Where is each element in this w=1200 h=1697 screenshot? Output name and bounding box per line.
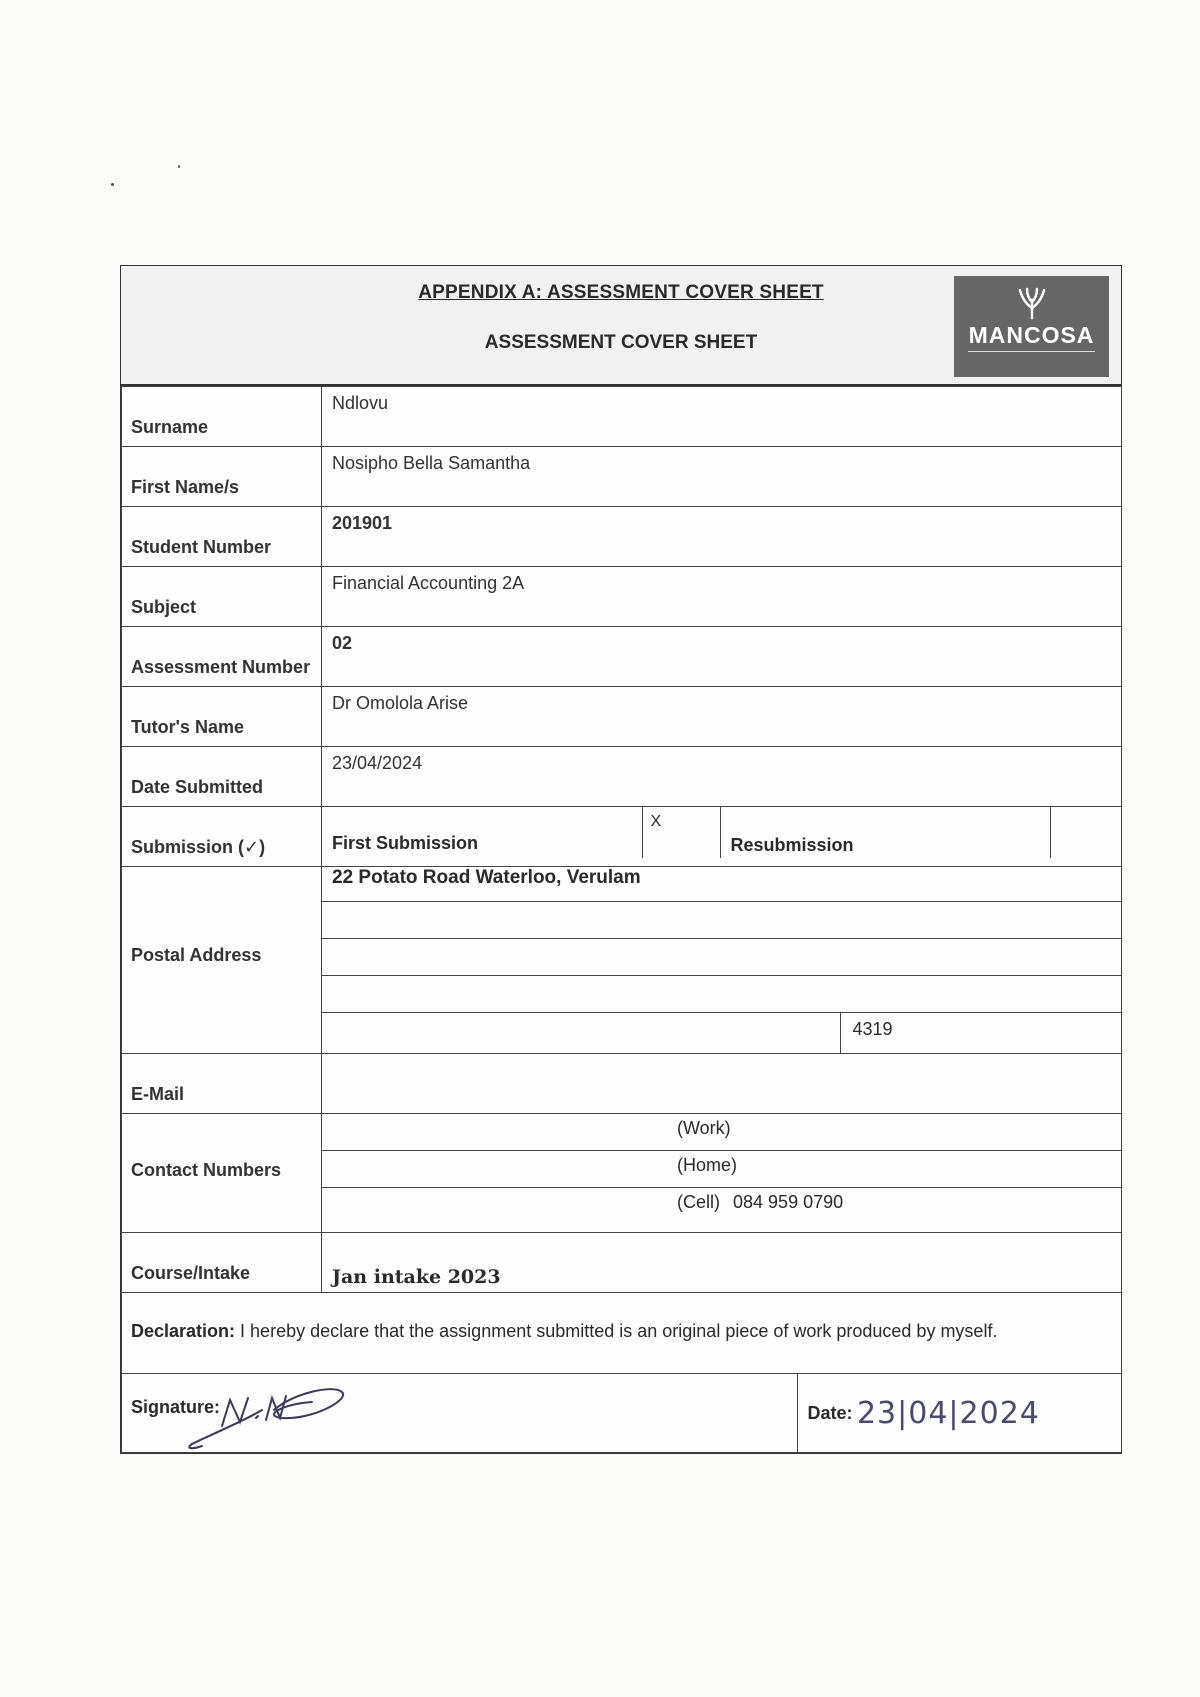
- first-names-label: First Name/s: [122, 447, 322, 507]
- cell-number-row: [677, 1188, 1122, 1233]
- postal-line-4: [322, 976, 1122, 1013]
- scan-speck: [178, 165, 180, 168]
- date-submitted-value: 23/04/2024: [322, 747, 1122, 807]
- cell-number-value: 084 959 0790: [733, 1192, 844, 1212]
- email-value: [322, 1054, 1122, 1114]
- resubmission-label: Resubmission: [720, 807, 1050, 858]
- email-label: E-Mail: [122, 1054, 322, 1114]
- submission-options: [322, 807, 1122, 867]
- postal-line-2: [322, 902, 1122, 939]
- details-table: [121, 386, 1122, 1453]
- date-label: Date:: [807, 1402, 853, 1423]
- contact-numbers-block: [322, 1114, 1122, 1233]
- surname-label: Surname: [122, 387, 322, 447]
- logo-wordmark: MANCOSA: [968, 322, 1095, 348]
- course-intake-value: Jan intake 2023: [322, 1233, 1122, 1293]
- postal-line-5: [322, 1013, 840, 1054]
- submission-label: Submission (✓): [122, 807, 322, 867]
- cover-sheet: [120, 265, 1122, 1454]
- date-submitted-label: Date Submitted: [122, 747, 322, 807]
- student-number-value: 201901: [322, 507, 1122, 567]
- mancosa-logo: [954, 276, 1109, 377]
- course-intake-label: Course/Intake: [122, 1233, 322, 1293]
- logo-tagline: [968, 351, 1095, 360]
- declaration-row: [122, 1293, 1122, 1374]
- first-names-value: Nosipho Bella Samantha: [322, 447, 1122, 507]
- scan-speck: [111, 183, 114, 186]
- surname-value: Ndlovu: [322, 387, 1122, 447]
- work-number-label: (Work): [677, 1114, 1122, 1151]
- assessment-number-value: 02: [322, 627, 1122, 687]
- postal-line-1: 22 Potato Road Waterloo, Verulam: [322, 867, 1122, 902]
- postal-address-block: [322, 867, 1122, 1054]
- first-submission-label: First Submission: [322, 807, 642, 858]
- resubmission-checkbox[interactable]: [1050, 807, 1122, 858]
- signature-cell: [122, 1374, 797, 1452]
- signature-label: Signature:: [131, 1396, 221, 1417]
- home-number-label: (Home): [677, 1151, 1122, 1188]
- subject-value: Financial Accounting 2A: [322, 567, 1122, 627]
- tutor-value: Dr Omolola Arise: [322, 687, 1122, 747]
- postal-line-3: [322, 939, 1122, 976]
- cell-number-label: (Cell): [677, 1192, 720, 1212]
- postal-address-label: Postal Address: [122, 867, 322, 1054]
- signature-row: [122, 1374, 1122, 1453]
- declaration-label: Declaration:: [131, 1320, 236, 1341]
- logo-mark-icon: [954, 286, 1109, 320]
- sheet-title: ASSESSMENT COVER SHEET: [484, 332, 758, 353]
- handwritten-signature-icon: [182, 1374, 382, 1454]
- date-cell: [797, 1374, 1122, 1452]
- tutor-label: Tutor's Name: [122, 687, 322, 747]
- contact-numbers-label: Contact Numbers: [122, 1114, 322, 1233]
- sheet-header: [121, 266, 1121, 386]
- postal-code-value: 4319: [852, 1019, 893, 1039]
- assessment-number-label: Assessment Number: [122, 627, 322, 687]
- handwritten-date: 23|04|2024: [856, 1395, 1040, 1431]
- subject-label: Subject: [122, 567, 322, 627]
- declaration-text: I hereby declare that the assignment submitted is an original piece of work produced by myself.: [240, 1320, 998, 1341]
- student-number-label: Student Number: [122, 507, 322, 567]
- appendix-title: APPENDIX A: ASSESSMENT COVER SHEET: [418, 282, 824, 303]
- first-submission-checkbox[interactable]: X: [642, 807, 720, 858]
